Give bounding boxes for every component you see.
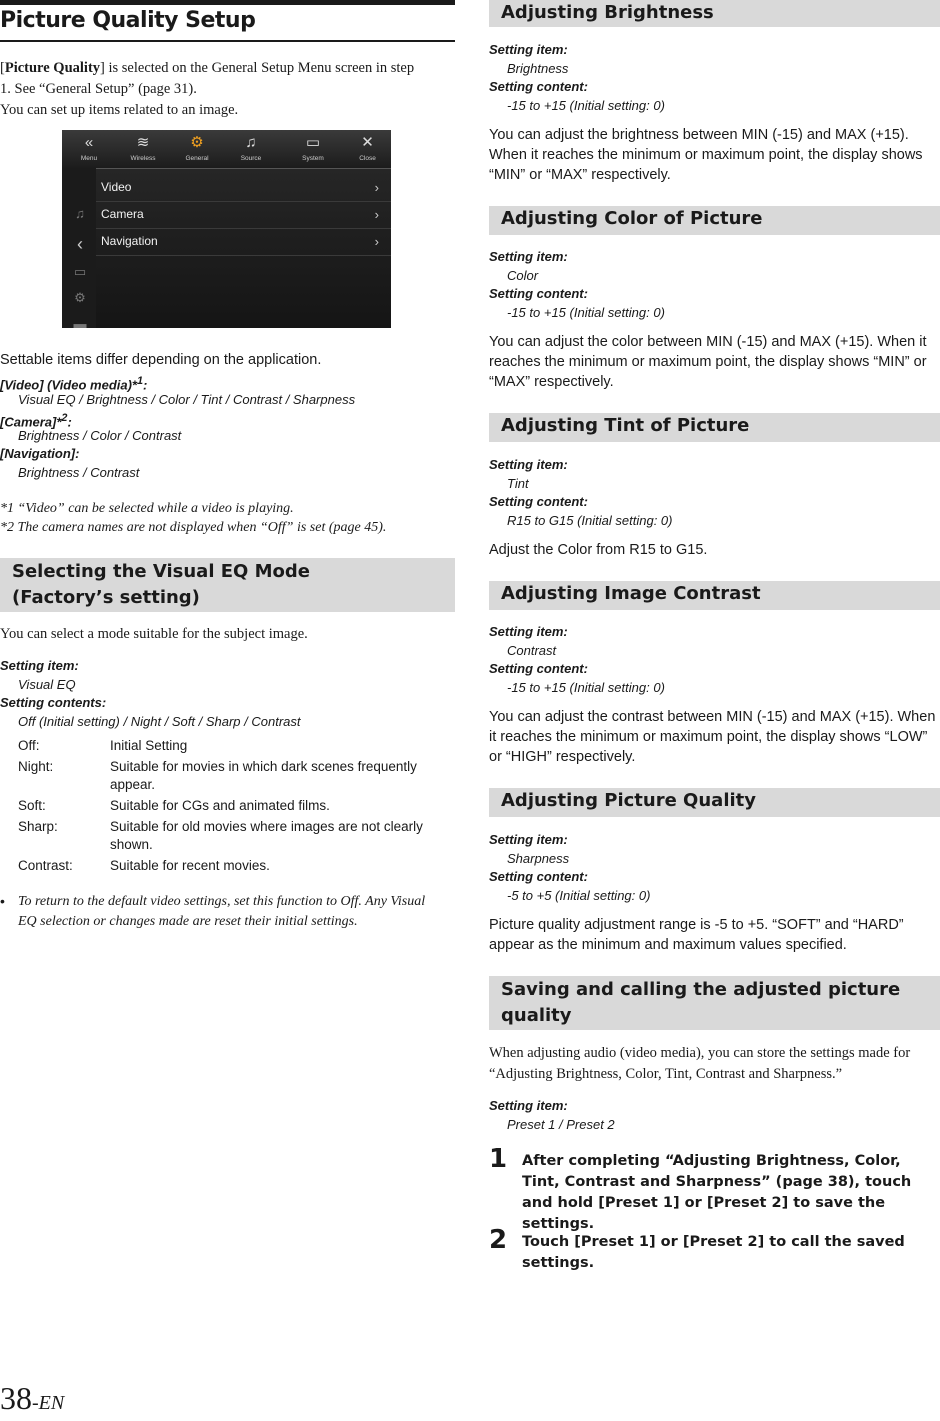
screen-topbar: [62, 130, 391, 169]
tint-description: Adjust the Color from R15 to G15.: [489, 542, 708, 558]
picture-quality-heading: Adjusting Picture Quality: [489, 788, 940, 817]
step-1-number: 1: [489, 1144, 508, 1174]
brightness-item-value: Brightness: [507, 61, 569, 76]
eq-mode-key: Night:: [18, 759, 54, 774]
contrast-description: You can adjust the contrast between MIN (-15) and MAX (+15). When it reaches the minimum or maximum point, the display shows “LOW” or “HIGH” respectively.: [489, 709, 936, 765]
camera-label: [Camera]*$^2$:: [0, 412, 72, 430]
step-2-text: Touch [Preset 1] or [Preset 2] to call the saved settings.: [522, 1234, 905, 1271]
quality-item-value: Sharpness: [507, 851, 570, 866]
color-description: You can adjust the color between MIN (-15) and MAX (+15). When it reaches the minimum or maximum point, the display shows “MIN” or “MAX” respectively.: [489, 334, 927, 390]
tint-item-value: Tint: [507, 476, 529, 491]
tint-item-label: Setting item:: [489, 457, 568, 472]
video-footnote-ref: 1: [137, 375, 144, 387]
color-heading: Adjusting Color of Picture: [489, 206, 940, 235]
eq-mode-desc: Suitable for CGs and animated films.: [110, 798, 330, 813]
saving-item-value: Preset 1 / Preset 2: [507, 1117, 615, 1132]
menu-item-video[interactable]: [96, 174, 391, 202]
quality-description: Picture quality adjustment range is -5 to +5. “SOFT” and “HARD” appear as the minimum and maximum values specified.: [489, 917, 904, 953]
camera-footnote-ref: 2: [61, 412, 68, 424]
title-top-bar: [0, 0, 455, 5]
tint-content-label: Setting content:: [489, 494, 588, 509]
contrast-content-label: Setting content:: [489, 661, 588, 676]
contrast-heading: Adjusting Image Contrast: [489, 581, 940, 610]
saving-heading: [489, 976, 940, 1030]
saving-description: When adjusting audio (video media), you can store the settings made for “Adjusting Brightness, Color, Tint, Contrast and Sharpness.”: [489, 1045, 911, 1082]
page-number: [0, 1380, 64, 1421]
note-bullet: •: [0, 893, 5, 909]
intro-line3: You can set up items related to an image.: [0, 102, 239, 118]
back-chevron-icon: «: [84, 134, 94, 151]
intro-paragraph: [0, 58, 455, 121]
brightness-item-label: Setting item:: [489, 42, 568, 57]
step-1-text: After completing “Adjusting Brightness, Color, Tint, Contrast and Sharpness” (page 38), touch and hold [Preset 1] or [Preset 2] to save the settings.: [522, 1153, 912, 1232]
contrast-item-label: Setting item:: [489, 624, 568, 639]
close-icon: ✕: [361, 134, 374, 151]
visual-eq-heading-line2: (Factory’s setting): [12, 587, 200, 608]
menu-item-label: Navigation: [101, 234, 158, 248]
gear-icon: ⚙: [190, 134, 204, 151]
color-content-value: -15 to +15 (Initial setting: 0): [507, 305, 665, 320]
wireless-button[interactable]: [116, 130, 170, 168]
eq-reset-note: To return to the default video settings, set this function to Off. Any Visual EQ selection or changes made are reset their initial settings.: [18, 894, 426, 929]
general-button[interactable]: [170, 130, 224, 168]
color-item-value: Color: [507, 268, 539, 283]
color-content-label: Setting content:: [489, 286, 588, 301]
menu-button[interactable]: [62, 130, 116, 168]
color-item-label: Setting item:: [489, 249, 568, 264]
settable-text: Settable items differ depending on the application.: [0, 352, 322, 368]
eq-mode-desc: Suitable for movies in which dark scenes frequently appear.: [110, 759, 417, 792]
tint-content-value: R15 to G15 (Initial setting: 0): [507, 513, 673, 528]
page-title: Picture Quality Setup: [0, 8, 256, 33]
left-chevron-icon[interactable]: ‹: [77, 234, 83, 254]
quality-content-value: -5 to +5 (Initial setting: 0): [507, 888, 651, 903]
system-button[interactable]: [286, 130, 340, 168]
eq-setting-contents-label: Setting contents:: [0, 695, 107, 710]
system-label: System: [302, 155, 324, 162]
visual-eq-heading: [0, 558, 455, 612]
saving-heading-line2: quality: [501, 1005, 572, 1026]
step-2-number: 2: [489, 1225, 508, 1255]
camera-values: Brightness / Color / Contrast: [18, 428, 182, 443]
video-label: [Video] (Video media)*$^1$:: [0, 375, 148, 393]
page-number-suffix: -EN: [32, 1392, 65, 1414]
eq-mode-key: Soft:: [18, 798, 46, 813]
wireless-label: Wireless: [130, 155, 156, 162]
wireless-icon: ≋: [136, 134, 150, 151]
menu-label: Menu: [80, 155, 98, 162]
brightness-content-value: -15 to +15 (Initial setting: 0): [507, 98, 665, 113]
screen-sidebar: [62, 168, 96, 328]
contrast-item-value: Contrast: [507, 643, 557, 658]
contrast-content-value: -15 to +15 (Initial setting: 0): [507, 680, 665, 695]
brightness-content-label: Setting content:: [489, 79, 588, 94]
quality-content-label: Setting content:: [489, 869, 588, 884]
display-icon[interactable]: ▭: [73, 264, 87, 279]
camera-label-text: [Camera]*: [0, 414, 62, 430]
intro-picture-quality: Picture Quality: [4, 60, 101, 76]
settings-icon[interactable]: ⚙: [74, 290, 86, 305]
eq-mode-desc: Initial Setting: [110, 738, 188, 753]
chevron-right-icon: ›: [374, 180, 379, 195]
tint-heading: Adjusting Tint of Picture: [489, 413, 940, 442]
chevron-right-icon: ›: [374, 234, 379, 249]
saving-item-label: Setting item:: [489, 1098, 568, 1113]
navigation-label: [Navigation]:: [0, 446, 80, 461]
saving-heading-line1: Saving and calling the adjusted picture: [501, 979, 901, 1000]
general-setup-screenshot: [62, 130, 391, 328]
menu-item-navigation[interactable]: [96, 228, 391, 256]
page-number-value: 38: [0, 1380, 32, 1416]
menu-item-label: Camera: [101, 207, 144, 221]
car-icon[interactable]: ▬: [73, 316, 87, 328]
eq-mode-key: Contrast:: [18, 858, 73, 873]
close-button[interactable]: [344, 130, 391, 168]
chevron-right-icon: ›: [374, 207, 379, 222]
brightness-heading: Adjusting Brightness: [489, 0, 940, 27]
music-note-icon: ♫: [245, 134, 257, 151]
visual-eq-intro: You can select a mode suitable for the subject image.: [0, 626, 308, 642]
navigation-values: Brightness / Contrast: [18, 465, 140, 480]
close-label: Close: [359, 155, 376, 162]
title-rule: [0, 40, 455, 42]
eq-setting-item-label: Setting item:: [0, 658, 79, 673]
footnote-1: *1 “Video” can be selected while a video is playing.: [0, 501, 294, 516]
general-label: General: [185, 155, 209, 162]
eq-mode-key: Sharp:: [18, 819, 58, 834]
menu-item-camera[interactable]: [96, 201, 391, 229]
brightness-description: You can adjust the brightness between MIN (-15) and MAX (+15). When it reaches the minimum or maximum point, the display shows “MIN” or “MAX” respectively.: [489, 127, 923, 183]
eq-setting-item-value: Visual EQ: [18, 677, 76, 692]
intro-bracket-open: [: [0, 60, 5, 76]
source-button[interactable]: [224, 130, 278, 168]
music-icon[interactable]: ♫: [75, 206, 85, 221]
video-values: Visual EQ / Brightness / Color / Tint / Contrast / Sharpness: [18, 392, 356, 407]
video-label-text: [Video] (Video media)*: [0, 377, 137, 393]
eq-mode-desc: Suitable for old movies where images are not clearly shown.: [110, 819, 423, 852]
source-label: Source: [240, 155, 262, 162]
eq-mode-desc: Suitable for recent movies.: [110, 858, 270, 873]
visual-eq-heading-line1: Selecting the Visual EQ Mode: [12, 561, 310, 582]
quality-item-label: Setting item:: [489, 832, 568, 847]
eq-setting-contents-value: Off (Initial setting) / Night / Soft / Sharp / Contrast: [18, 714, 301, 729]
menu-item-label: Video: [101, 180, 132, 194]
footnote-2: *2 The camera names are not displayed when “Off” is set (page 45).: [0, 520, 387, 535]
eq-mode-key: Off:: [18, 738, 40, 753]
intro-line1-rest: ] is selected on the General Setup Menu screen in step: [100, 60, 415, 76]
monitor-icon: ▭: [305, 134, 321, 151]
intro-line2: 1. See “General Setup” (page 31).: [0, 81, 197, 97]
